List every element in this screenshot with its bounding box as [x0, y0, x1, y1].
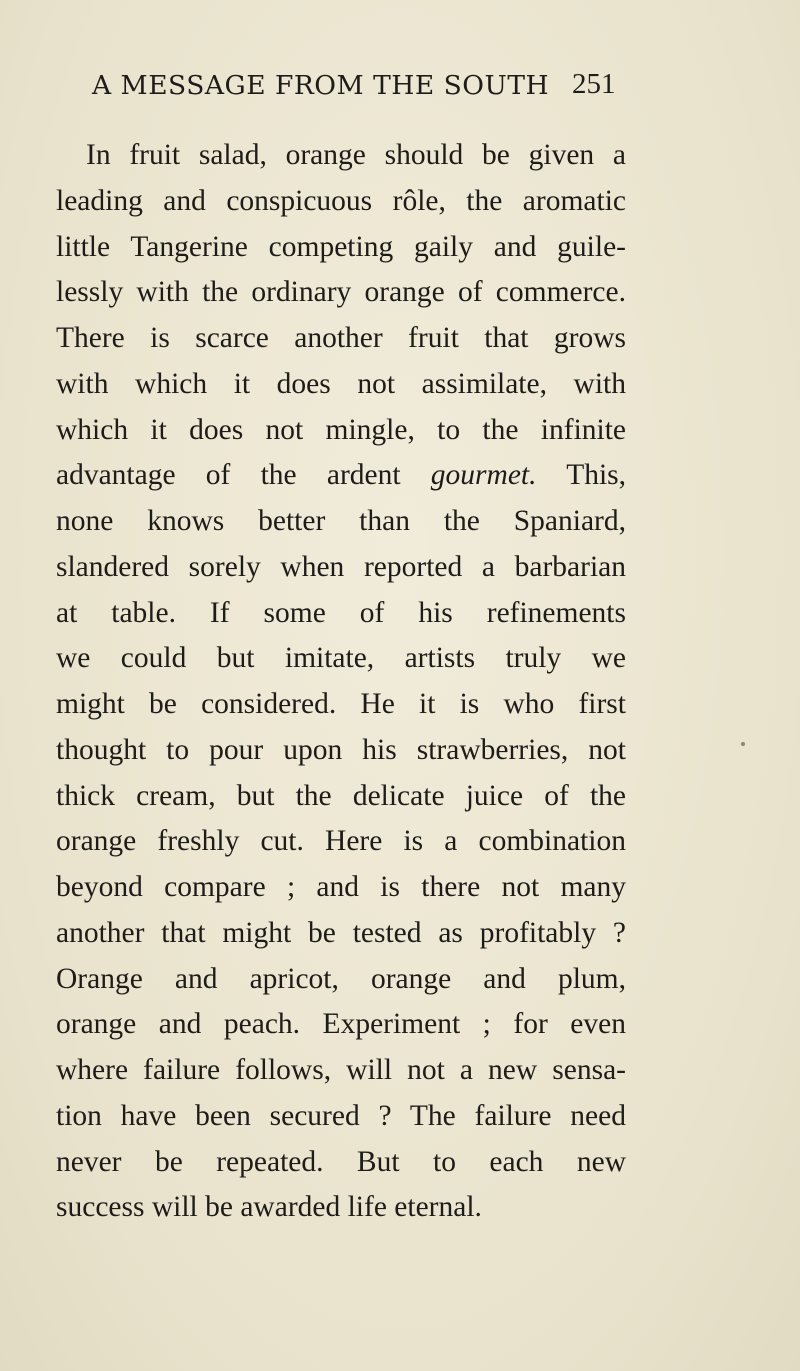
paper-speck: [741, 742, 745, 746]
text-line: at table. If some of his refinements: [56, 596, 626, 629]
text-line: might be considered. He it is who first: [56, 688, 626, 720]
italic-word: gourmet.: [430, 459, 537, 492]
text-line: In fruit salad, orange should be given a: [86, 139, 626, 171]
text-line: thought to pour upon his strawberries, not: [56, 733, 626, 766]
text-line-with-italic: [56, 453, 626, 499]
text-line: orange freshly cut. Here is a combination: [56, 825, 626, 858]
text-line: which it does not mingle, to the infinite: [56, 413, 626, 446]
text-line: lessly with the ordinary orange of commerce.: [56, 276, 626, 309]
text-segment: This,: [566, 459, 627, 492]
text-line: Orange and apricot, orange and plum,: [56, 962, 626, 995]
running-title: A MESSAGE FROM THE SOUTH: [92, 70, 550, 101]
page-number: 251: [572, 68, 616, 100]
text-line: where failure follows, will not a new sensa-: [56, 1054, 626, 1086]
text-line: There is scarce another fruit that grows: [56, 322, 626, 354]
text-segment: advantage of the ardent: [56, 459, 401, 492]
text-line: we could but imitate, artists truly we: [56, 642, 626, 675]
text-line: beyond compare ; and is there not many: [56, 871, 626, 903]
text-line: success will be awarded life eternal.: [56, 1191, 482, 1224]
text-line: little Tangerine competing gaily and guile-: [56, 230, 626, 263]
text-line: with which it does not assimilate, with: [56, 367, 626, 400]
text-line: none knows better than the Spaniard,: [56, 505, 626, 537]
text-line: thick cream, but the delicate juice of the: [56, 779, 626, 812]
text-line: never be repeated. But to each new: [56, 1145, 626, 1178]
body-paragraph: [56, 133, 626, 1231]
text-line: tion have been secured ? The failure need: [56, 1099, 626, 1132]
text-line: another that might be tested as profitably ?: [56, 916, 626, 949]
text-line: leading and conspicuous rôle, the aromatic: [56, 184, 626, 217]
text-line: orange and peach. Experiment ; for even: [56, 1008, 626, 1041]
text-line: slandered sorely when reported a barbarian: [56, 550, 626, 583]
